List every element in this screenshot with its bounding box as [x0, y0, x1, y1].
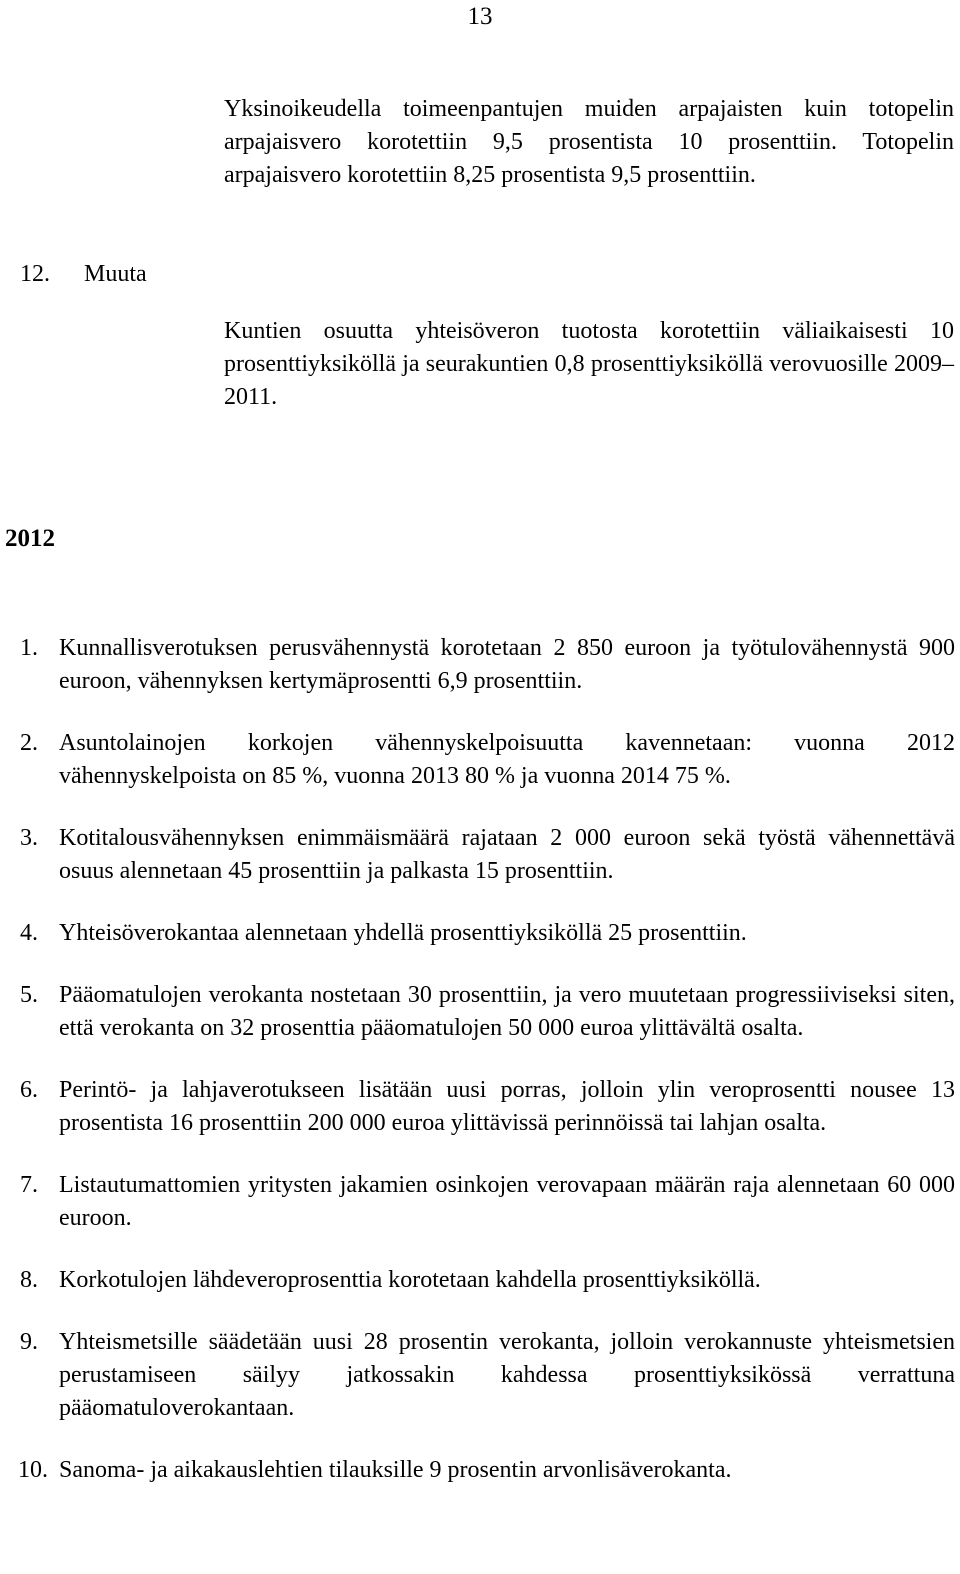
list-item-number: 9. — [20, 1329, 38, 1355]
list-item — [0, 1074, 960, 1140]
year-heading: 2012 — [5, 525, 55, 552]
list-item — [0, 917, 960, 950]
list-item-number: 3. — [20, 825, 38, 851]
list-item — [0, 979, 960, 1045]
muuta-paragraph: Kuntien osuutta yhteisöveron tuotosta korotettiin väliaikaisesti 10 prosenttiyksiköllä ja seurakuntien 0,8 prosenttiyksiköllä verovuosille 2009–2011. — [224, 318, 954, 410]
list-item-text: Yhteismetsille säädetään uusi 28 prosentin verokanta, jolloin verokannuste yhteismetsien perustamiseen säilyy jatkossakin kahdessa prosenttiyksikössä verrattuna pääomatuloverokantaan. — [59, 1329, 955, 1421]
list-item-number: 7. — [20, 1172, 38, 1198]
list-item-text: Pääomatulojen verokanta nostetaan 30 prosenttiin, ja vero muutetaan progressiiviseksi siten, että verokanta on 32 prosenttia pääomatulojen 50 000 euroa ylittävältä osalta. — [59, 982, 955, 1041]
list-item — [0, 1264, 960, 1297]
list-item-number: 5. — [20, 982, 38, 1008]
list-item-number: 1. — [20, 635, 38, 661]
list-item-text: Sanoma- ja aikakauslehtien tilauksille 9 prosentin arvonlisäverokanta. — [59, 1457, 732, 1483]
list-item — [0, 1169, 960, 1235]
page-number: 13 — [467, 3, 493, 30]
list-item — [0, 1454, 960, 1487]
intro-paragraph: Yksinoikeudella toimeenpantujen muiden arpajaisten kuin totopelin arpajaisvero korotettiin 9,5 prosentista 10 prosenttiin. Totopelin arpajaisvero korotettiin 8,25 prosentista 9,5 prosenttiin. — [224, 96, 954, 188]
section-number: 12. — [20, 261, 50, 287]
list-item-text: Asuntolainojen korkojen vähennyskelpoisuutta kavennetaan: vuonna 2012 vähennyskelpoista on 85 %, vuonna 2013 80 % ja vuonna 2014 75 %. — [59, 730, 955, 789]
list-item-number: 10. — [18, 1457, 48, 1483]
list-item-text: Korkotulojen lähdeveroprosenttia korotetaan kahdella prosenttiyksiköllä. — [59, 1267, 761, 1293]
list-item-number: 6. — [20, 1077, 38, 1103]
section-title: Muuta — [84, 261, 147, 287]
list-item-text: Kotitalousvähennyksen enimmäismäärä rajataan 2 000 euroon sekä työstä vähennettävä osuus alennetaan 45 prosenttiin ja palkasta 15 prosenttiin. — [59, 825, 955, 884]
list-item — [0, 632, 960, 698]
list-item-text: Yhteisöverokantaa alennetaan yhdellä prosenttiyksiköllä 25 prosenttiin. — [59, 920, 747, 946]
list-item-text: Perintö- ja lahjaverotukseen lisätään uusi porras, jolloin ylin veroprosentti nousee 13 prosentista 16 prosenttiin 200 000 euroa ylittävissä perinnöissä tai lahjan osalta. — [59, 1077, 955, 1136]
list-item-text: Kunnallisverotuksen perusvähennystä korotetaan 2 850 euroon ja työtulovähennystä 900 euroon, vähennyksen kertymäprosentti 6,9 prosenttiin. — [59, 635, 955, 694]
list-item-text: Listautumattomien yritysten jakamien osinkojen verovapaan määrän raja alennetaan 60 000 euroon. — [59, 1172, 955, 1231]
list-item — [0, 822, 960, 888]
measures-list — [0, 632, 960, 1516]
list-item-number: 4. — [20, 920, 38, 946]
list-item — [0, 1326, 960, 1425]
list-item-number: 8. — [20, 1267, 38, 1293]
list-item — [0, 727, 960, 793]
list-item-number: 2. — [20, 730, 38, 756]
